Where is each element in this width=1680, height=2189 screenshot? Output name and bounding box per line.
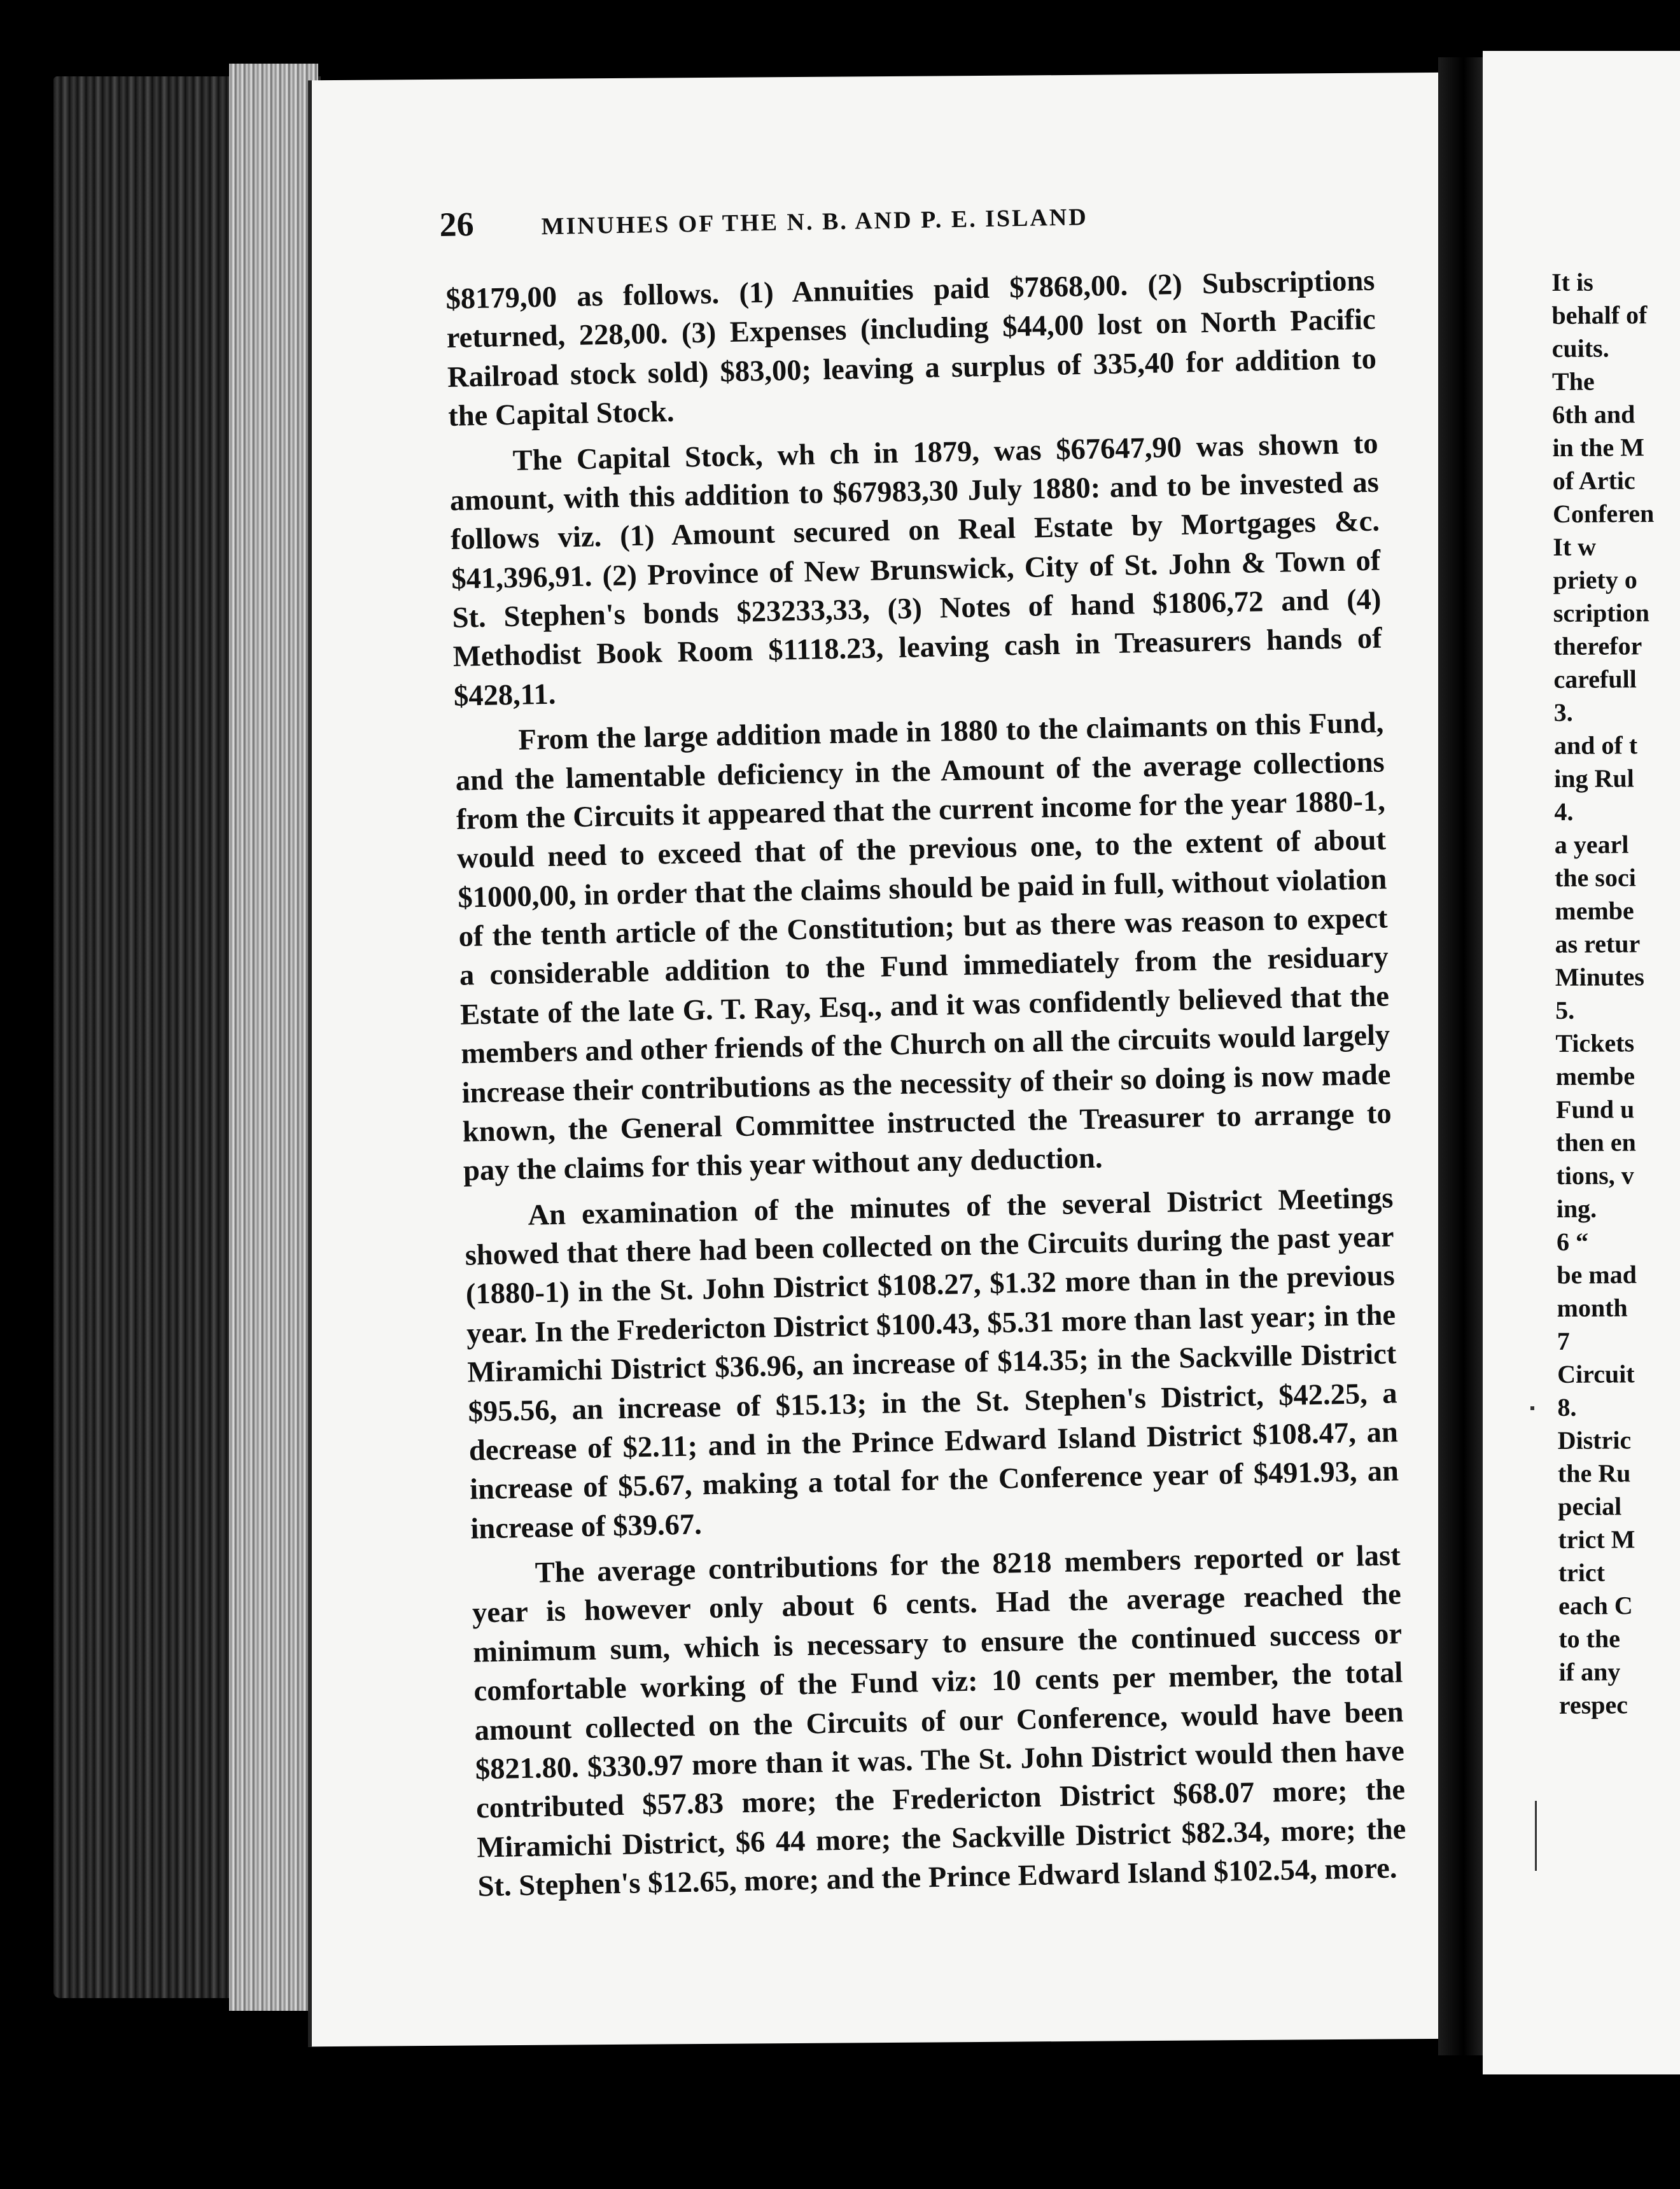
page-number: 26 bbox=[439, 205, 475, 244]
right-page-line: 5. bbox=[1555, 995, 1575, 1025]
right-page-line: as retur bbox=[1555, 929, 1641, 958]
right-page-line: in the M bbox=[1552, 433, 1645, 462]
right-page-line: 7 bbox=[1557, 1326, 1570, 1355]
right-page-line: 8. bbox=[1557, 1392, 1577, 1422]
right-page-line: scription bbox=[1553, 598, 1650, 627]
book-gutter bbox=[1438, 57, 1489, 2055]
right-page-line: 6th and bbox=[1552, 400, 1635, 429]
right-page-line: month bbox=[1557, 1293, 1628, 1322]
right-page-line: carefull bbox=[1553, 664, 1637, 694]
right-page-line: membe bbox=[1555, 896, 1634, 925]
running-head: MINUHES OF THE N. B. AND P. E. ISLAND bbox=[541, 204, 1089, 241]
right-page-line: Fund u bbox=[1555, 1094, 1635, 1124]
right-page-line: ing. bbox=[1556, 1194, 1597, 1223]
right-page-line: then en bbox=[1556, 1128, 1636, 1157]
right-page-line: trict bbox=[1558, 1558, 1606, 1587]
paragraph: The average contributions for the 8218 members reported or last year is however only about 6 cents. Had the average reached the minimum sum, which is necessary to ensure the continued success or comfortable working of the Fund viz: 10 cents per member, the total amount collected on the Circuits of our Conference, would have been $821.80. $330.97 more than it was. The St. John District would then have contributed $57.83 more; the Fredericton District $68.07 more; the Miramichi District, $6 44 more; the Sackville District $82.34, more; the St. Stephen's $12.65, more; and the Prince Edward Island $102.54, more. bbox=[472, 1539, 1406, 1903]
right-page-line: 3. bbox=[1553, 697, 1573, 727]
right-page-line: Minutes bbox=[1555, 962, 1644, 991]
page-edges-light bbox=[229, 64, 318, 2011]
right-page-line: pecial bbox=[1558, 1492, 1622, 1521]
right-page-line: behalf of bbox=[1551, 300, 1648, 330]
paragraph: An examination of the minutes of the several District Meetings showed that there had been collected on the Circuits during the past year (1880-1) in the St. John District $108.27, $1.32 more than in the previous year. In the Fredericton District $100.43, $5.31 more than last year; in the Miramichi District $36.96, an increase of $14.35; in the Sackville District $95.56, an increase of $15.13; in the St. Stephen's District, $42.25, a decrease of $2.11; and in the Prince Edward Island District $108.47, an increase of $5.67, making a total for the Conference year of $491.93, an increase of $39.67. bbox=[465, 1182, 1399, 1546]
right-page-line: membe bbox=[1555, 1061, 1635, 1091]
right-page-line: Conferen bbox=[1552, 499, 1655, 528]
right-page-line: if any bbox=[1558, 1657, 1621, 1686]
right-page-line: to the bbox=[1558, 1624, 1621, 1653]
right-page-line: respec bbox=[1558, 1690, 1628, 1719]
right-page-line: tions, v bbox=[1556, 1161, 1634, 1190]
margin-mark bbox=[1530, 1406, 1534, 1410]
right-page-line: It w bbox=[1553, 532, 1597, 561]
right-page-line: Distric bbox=[1557, 1425, 1632, 1455]
right-page-line: 6 “ bbox=[1556, 1227, 1589, 1256]
right-page-line: cuits. bbox=[1551, 333, 1609, 363]
paragraph: From the large addition made in 1880 to the claimants on this Fund, and the lamentable deficiency in the Amount of the average collections from the Circuits it appeared that the current income for the year 1880-1, would need to exceed that of the previous one, to the extent of about $1000,00, in order that the claims should be paid in full, without violation of the tenth article of the Constitution; but as there was reason to expect a considerable addition to the Fund immediately from the residuary Estate of the late G. T. Ray, Esq., and it was confidently believed that the members and other friends of the Church on all the circuits would largely increase their contributions as the necessity of their so doing is now made known, the General Committee instructed the Treasurer to arrange to pay the claims for this year without any deduction. bbox=[455, 706, 1392, 1187]
right-page-text bbox=[1551, 265, 1680, 1722]
right-page-line: therefor bbox=[1553, 631, 1642, 661]
right-page-line: and of t bbox=[1553, 731, 1638, 760]
right-page-line: ing Rul bbox=[1554, 764, 1634, 793]
right-page-line: Circuit bbox=[1557, 1359, 1635, 1388]
margin-mark bbox=[1535, 1801, 1537, 1871]
right-page-line: of Artic bbox=[1552, 466, 1635, 495]
right-page-line: each C bbox=[1558, 1591, 1633, 1620]
right-page-line: 4. bbox=[1554, 797, 1574, 826]
paragraph: $8179,00 as follows. (1) Annuities paid $7868,00. (2) Subscriptions returned, 228,00. (3) Expenses (including $44,00 lost on North Pacific Railroad stock sold) $83,00; leaving a surplus of 335,40 for addition to the Capital Stock. bbox=[445, 264, 1377, 433]
right-page-line: priety o bbox=[1553, 565, 1637, 594]
right-page-line: Tickets bbox=[1555, 1028, 1635, 1058]
right-page-line: a yearl bbox=[1554, 830, 1629, 859]
right-page-line: be mad bbox=[1557, 1260, 1637, 1289]
right-page-line: The bbox=[1551, 367, 1595, 396]
body-text bbox=[445, 262, 1407, 1913]
right-page-line: It is bbox=[1551, 267, 1593, 297]
paragraph: The Capital Stock, wh ch in 1879, was $67647,90 was shown to amount, with this addition to $67983,30 July 1880: and to be invested as follows viz. (1) Amount secured on Real Estate by Mortgages &c. $41,396,91. (2) Province of New Brunswick, City of St. John & Town of St. Stephen's bonds $23233,33, (3) Notes of hand $1806,72 and (4) Methodist Book Room $1118.23, leaving cash in Treasurers hands of $428,11. bbox=[449, 427, 1383, 713]
right-page-line: trict M bbox=[1558, 1525, 1635, 1554]
right-page-line: the soci bbox=[1554, 863, 1636, 892]
right-page-line: the Ru bbox=[1557, 1458, 1631, 1488]
